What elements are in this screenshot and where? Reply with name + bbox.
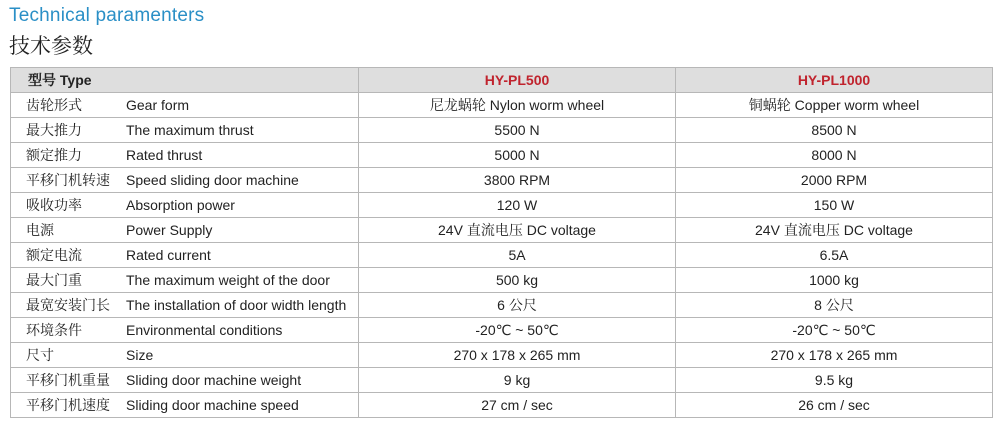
parameter-name-cn: 电源 <box>26 222 54 238</box>
parameter-name-en: Rated current <box>126 247 211 263</box>
parameter-cell <box>11 193 359 218</box>
parameter-cell <box>11 93 359 118</box>
value-hy-pl1000: 8000 N <box>676 143 993 168</box>
table-row <box>11 243 993 268</box>
parameter-name-cn: 最大推力 <box>26 122 82 138</box>
value-hy-pl500: 24V 直流电压 DC voltage <box>359 218 676 243</box>
table-row <box>11 93 993 118</box>
parameter-name-en: The maximum thrust <box>126 122 254 138</box>
type-header: 型号 Type <box>11 68 359 93</box>
parameter-cell <box>11 168 359 193</box>
parameter-name-en: Speed sliding door machine <box>126 172 299 188</box>
table-row <box>11 118 993 143</box>
value-hy-pl1000: 铜蜗轮 Copper worm wheel <box>676 93 993 118</box>
value-hy-pl1000: 9.5 kg <box>676 368 993 393</box>
parameter-name-en: Sliding door machine speed <box>126 397 299 413</box>
parameter-name-en: Sliding door machine weight <box>126 372 302 388</box>
parameter-name-cn: 额定电流 <box>26 247 82 263</box>
table-header-row <box>11 68 993 93</box>
value-hy-pl1000: 8500 N <box>676 118 993 143</box>
parameter-name-cn: 最大门重 <box>26 272 82 288</box>
table-row <box>11 168 993 193</box>
section-title-cn: 技术参数 <box>9 35 93 58</box>
value-hy-pl500: 270 x 178 x 265 mm <box>359 343 676 368</box>
parameter-name-en: Absorption power <box>126 197 235 213</box>
spec-table <box>10 67 993 418</box>
value-hy-pl1000: 1000 kg <box>676 268 993 293</box>
value-hy-pl500: -20℃ ~ 50℃ <box>359 318 676 343</box>
parameter-name-cn: 平移门机转速 <box>26 172 110 188</box>
parameter-cell <box>11 343 359 368</box>
table-row <box>11 268 993 293</box>
value-hy-pl500: 5A <box>359 243 676 268</box>
parameter-name-cn: 额定推力 <box>26 147 82 163</box>
value-hy-pl1000: 6.5A <box>676 243 993 268</box>
value-hy-pl1000: 24V 直流电压 DC voltage <box>676 218 993 243</box>
parameter-cell <box>11 143 359 168</box>
model-header-2: HY-PL1000 <box>676 68 993 93</box>
value-hy-pl500: 27 cm / sec <box>359 393 676 418</box>
value-hy-pl1000: -20℃ ~ 50℃ <box>676 318 993 343</box>
parameter-name-en: The maximum weight of the door <box>126 272 330 288</box>
parameter-cell <box>11 393 359 418</box>
value-hy-pl1000: 2000 RPM <box>676 168 993 193</box>
table-row <box>11 318 993 343</box>
parameter-name-cn: 平移门机重量 <box>26 372 110 388</box>
table-row <box>11 143 993 168</box>
value-hy-pl1000: 8 公尺 <box>676 293 993 318</box>
value-hy-pl500: 120 W <box>359 193 676 218</box>
parameter-name-cn: 平移门机速度 <box>26 397 110 413</box>
parameter-name-en: Size <box>126 347 154 363</box>
table-row <box>11 218 993 243</box>
table-row <box>11 193 993 218</box>
value-hy-pl500: 9 kg <box>359 368 676 393</box>
table-row <box>11 343 993 368</box>
parameter-name-en: Rated thrust <box>126 147 203 163</box>
value-hy-pl500: 6 公尺 <box>359 293 676 318</box>
parameter-name-cn: 最宽安装门长 <box>26 297 110 313</box>
value-hy-pl1000: 26 cm / sec <box>676 393 993 418</box>
value-hy-pl500: 3800 RPM <box>359 168 676 193</box>
parameter-cell <box>11 368 359 393</box>
section-title-en: Technical paramenters <box>9 5 205 26</box>
parameter-name-cn: 齿轮形式 <box>26 97 82 113</box>
parameter-name-en: The installation of door width length <box>126 297 347 313</box>
parameter-name-cn: 环境条件 <box>26 322 82 338</box>
table-row <box>11 293 993 318</box>
value-hy-pl500: 尼龙蜗轮 Nylon worm wheel <box>359 93 676 118</box>
value-hy-pl1000: 150 W <box>676 193 993 218</box>
parameter-cell <box>11 268 359 293</box>
table-row <box>11 393 993 418</box>
parameter-cell <box>11 218 359 243</box>
table-row <box>11 368 993 393</box>
parameter-name-cn: 吸收功率 <box>26 197 82 213</box>
parameter-cell <box>11 243 359 268</box>
parameter-name-cn: 尺寸 <box>26 347 54 363</box>
value-hy-pl500: 5000 N <box>359 143 676 168</box>
value-hy-pl500: 500 kg <box>359 268 676 293</box>
value-hy-pl1000: 270 x 178 x 265 mm <box>676 343 993 368</box>
parameter-name-en: Environmental conditions <box>126 322 283 338</box>
value-hy-pl500: 5500 N <box>359 118 676 143</box>
parameter-cell <box>11 318 359 343</box>
model-header-1: HY-PL500 <box>359 68 676 93</box>
parameter-cell <box>11 293 359 318</box>
parameter-cell <box>11 118 359 143</box>
parameter-name-en: Gear form <box>126 97 190 113</box>
parameter-name-en: Power Supply <box>126 222 213 238</box>
